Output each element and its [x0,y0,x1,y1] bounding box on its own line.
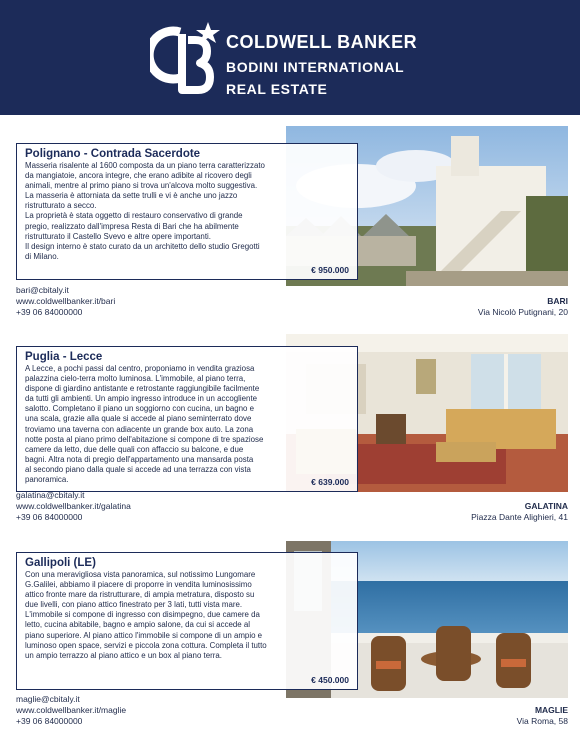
office-city: BARI [547,296,568,306]
contact-email[interactable]: maglie@cbitaly.it [16,694,80,704]
contact-website[interactable]: www.coldwellbanker.it/maglie [16,705,127,715]
page-header [0,0,580,115]
listing-description: A Lecce, a pochi passi dal centro, proponiamo in vendita graziosa palazzina cielo-terra molto luminosa. L'immobile, al piano terra, dispone di giardino antistante e retrostante raggiungibile facilmente da tutti gli ambienti. Un ampio ingresso introduce in un accogliente salotto. Completano il piano un soggiorno con cucina, un bagno e una scala, grazie alla quale si accede al piano seminterrato dove troviamo una taverna con adiacente un grande box auto. La zona notte posta al piano primo dell'abitazione si compone di tre spaziose camere da letto, due delle quali con affaccio su balcone, e due bagni. Altra nota di pregio dell'appartamento una mansarda posta al secondo piano dalla quale si accede ad una terrazza con vista panoramica. [25,364,264,485]
listing-description: Masseria risalente al 1600 composta da un piano terra caratterizzato da mangiatoie, ancora integre, che erano adibite al ricovero degli animali, mentre al primo piano si trova un'alcova molto suggestiva. La masseria è attorniata da sette trulli e vi è anche uno jazzo ristrutturato a secco. La proprietà è stata oggetto di restauro conservativo di grande pregio, realizzato dall'impresa Resta di Bari che ha abilmente ristrutturato il Castello Svevo e altre opere importanti. Il design interno è stato curato da un architetto dello studio Gregotti di Milano. [25,161,265,261]
contact-phone[interactable]: +39 06 84000000 [16,512,83,522]
contact-website[interactable]: www.coldwellbanker.it/bari [16,296,116,306]
brand-name: COLDWELL BANKER [226,32,418,52]
listing-price: € 950.000 [311,264,349,275]
contact-block [16,285,115,318]
listing-price: € 639.000 [311,477,349,488]
listing-title: Puglia - Lecce [25,351,103,363]
listing-price: € 450.000 [311,674,349,685]
listing-title: Polignano - Contrada Sacerdote [25,148,201,160]
listing-card [16,346,358,492]
contact-email[interactable]: galatina@cbitaly.it [16,490,85,500]
office-block [471,501,568,523]
listing-title: Gallipoli (LE) [25,557,96,569]
coldwell-banker-logo-icon [150,20,222,94]
brand-subtitle-2: REAL ESTATE [226,81,328,97]
contact-phone[interactable]: +39 06 84000000 [16,307,83,317]
contact-email[interactable]: bari@cbitaly.it [16,285,69,295]
office-address: Piazza Dante Alighieri, 41 [471,512,568,522]
office-city: MAGLIE [534,705,568,715]
office-city: GALATINA [524,501,568,511]
office-address: Via Nicolò Putignani, 20 [477,307,568,317]
office-block [478,296,568,318]
listing-description: Con una meravigliosa vista panoramica, sul notissimo Lungomare G.Galilei, abbiamo il piacere di proporre in vendita luminosissimo attico fronte mare da ristrutturare, di ampia metratura, disposto su due livelli, con piano attico finestrato per 3 lati, tutti vista mare. L'immobile si compone di ingresso con disimpegno, due camere da letto, cucina abitabile, bagno e ampio salone, da cui si accede al piano superiore. Al piano attico l'immobile si compone di un ampio e luminoso open space, servizi e piccola zona cottura. Completa il tutto un ampio terrazzo al piano attico e un box al piano terra. [25,570,267,660]
brand-subtitle-1: BODINI INTERNATIONAL [226,59,405,75]
office-address: Via Roma, 58 [516,716,568,726]
contact-phone[interactable]: +39 06 84000000 [16,716,83,726]
contact-block [16,490,131,523]
listing-card [16,552,358,690]
contact-website[interactable]: www.coldwellbanker.it/galatina [16,501,131,511]
brand-block [226,32,417,97]
office-block [517,705,568,727]
contact-block [16,694,126,727]
listing-card [16,143,358,280]
